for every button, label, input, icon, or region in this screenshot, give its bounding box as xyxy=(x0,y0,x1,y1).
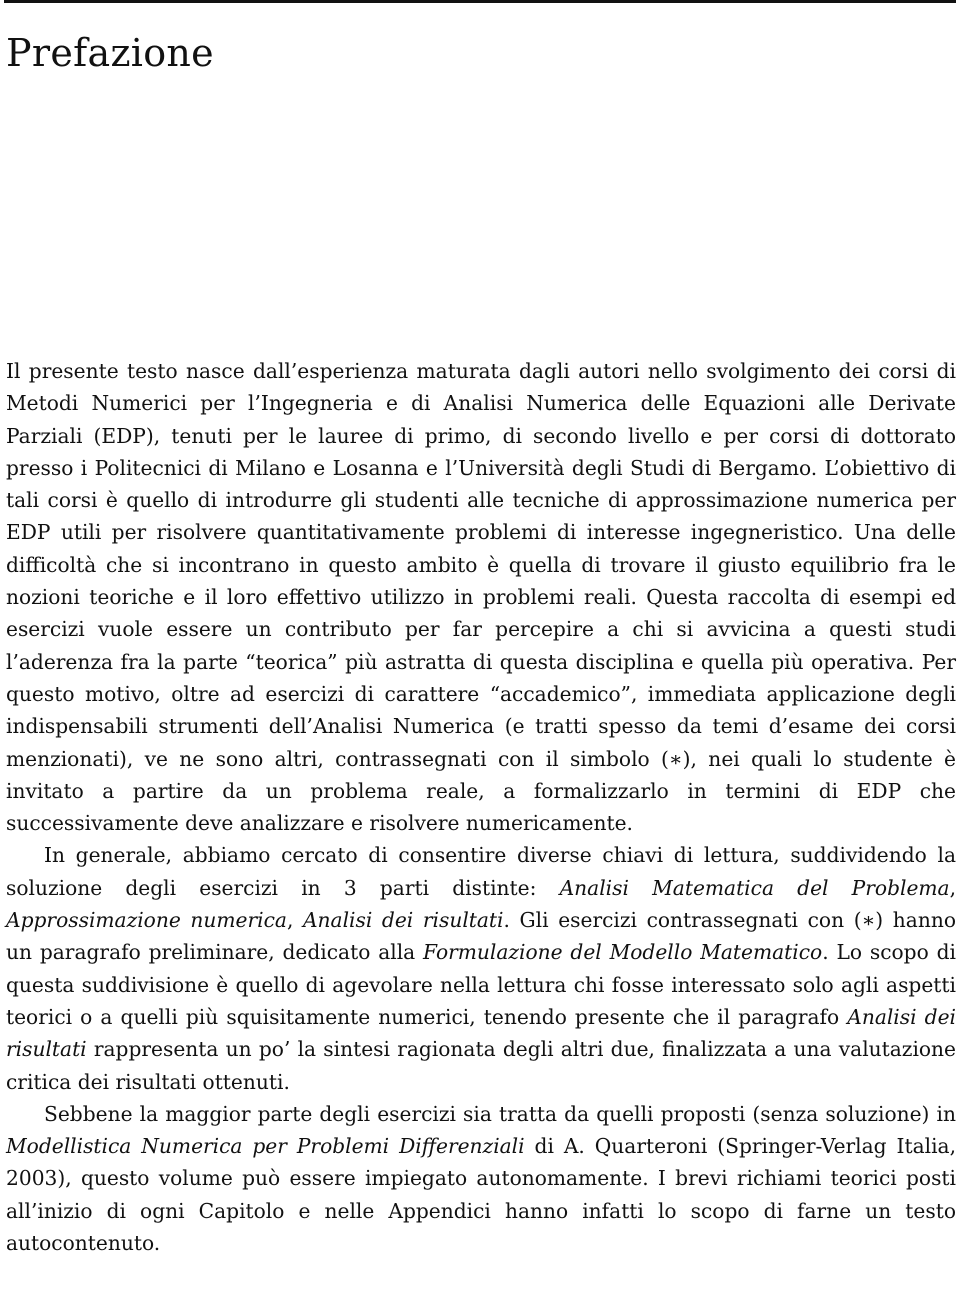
paragraph-1 xyxy=(6,355,956,839)
text-segment: Sebbene la maggior parte degli esercizi sia tratta da quelli proposti (senza soluzione) in xyxy=(44,1101,956,1126)
paragraph-3 xyxy=(6,1098,956,1259)
italic-title-segment: Formulazione del Modello Matematico xyxy=(423,940,823,965)
text-segment: In generale, abbiamo cercato di consentire diverse chiavi di lettura, suddividendo la soluzione degli esercizi in 3 parti distinte: xyxy=(6,843,956,900)
text-segment: , xyxy=(949,875,956,900)
text-segment: . Lo scopo di questa suddivisione è quello di agevolare nella lettura chi fosse interessato solo agli aspetti teorici o a quelli più squisitamente numerici, tenendo presente che il paragrafo xyxy=(6,940,956,1029)
text-segment: Il presente testo nasce dall’esperienza maturata dagli autori nello svolgimento dei corsi di Metodi Numerici per l’Ingegneria e di Analisi Numerica delle Equazioni alle Derivate Parziali (EDP), tenuti per le lauree di primo, di secondo livello e per corsi di dottorato presso i Politecnici di Milano e Losanna e l’Università degli Studi di Bergamo. L’obiettivo di tali corsi è quello di introdurre gli studenti alle tecniche di approssimazione numerica per EDP utili per risolvere quantitativamente problemi di interesse ingegneristico. Una delle difficoltà che si incontrano in questo ambito è quella di trovare il giusto equilibrio fra le nozioni teoriche e il loro effettivo utilizzo in problemi reali. Questa raccolta di esempi ed esercizi vuole essere un contributo per far percepire a chi si avvicina a questi studi l’aderenza fra la parte “teorica” più astratta di questa disciplina e quella più operativa. Per questo motivo, oltre ad esercizi di carattere “accademico”, immediata applicazione degli indispensabili strumenti dell’Analisi Numerica (e tratti spesso da temi d’esame dei corsi menzionati), ve ne sono altri, contrassegnati con il simbolo (∗), nei quali lo studente è invitato a partire da un problema reale, a formalizzarlo in termini di EDP che successivamente deve analizzare e risolvere numericamente. xyxy=(6,359,956,836)
preface-body xyxy=(6,355,956,1259)
text-segment: . Gli esercizi contrassegnati con (∗) hanno un paragrafo preliminare, dedicato alla xyxy=(6,908,956,965)
text-segment: , xyxy=(286,908,303,933)
italic-title-segment: Approssimazione numerica xyxy=(6,908,287,933)
top-rule xyxy=(4,0,956,3)
italic-title-segment: Modellistica Numerica per Problemi Differenziali xyxy=(6,1134,525,1159)
italic-title-segment: Analisi dei risultati xyxy=(302,908,504,933)
chapter-title: Prefazione xyxy=(6,31,214,75)
italic-title-segment: Analisi dei risultati xyxy=(6,1004,956,1062)
italic-title-segment: Analisi Matematica del Problema xyxy=(559,875,950,900)
text-segment: rappresenta un po’ la sintesi ragionata degli altri due, finalizzata a una valutazione critica dei risultati ottenuti. xyxy=(6,1037,956,1094)
text-segment: di A. Quarteroni (Springer-Verlag Italia, 2003), questo volume può essere impiegato autonomamente. I brevi richiami teorici posti all’inizio di ogni Capitolo e nelle Appendici hanno infatti lo scopo di farne un testo autocontenuto. xyxy=(6,1134,956,1256)
paragraph-2 xyxy=(6,839,956,1097)
